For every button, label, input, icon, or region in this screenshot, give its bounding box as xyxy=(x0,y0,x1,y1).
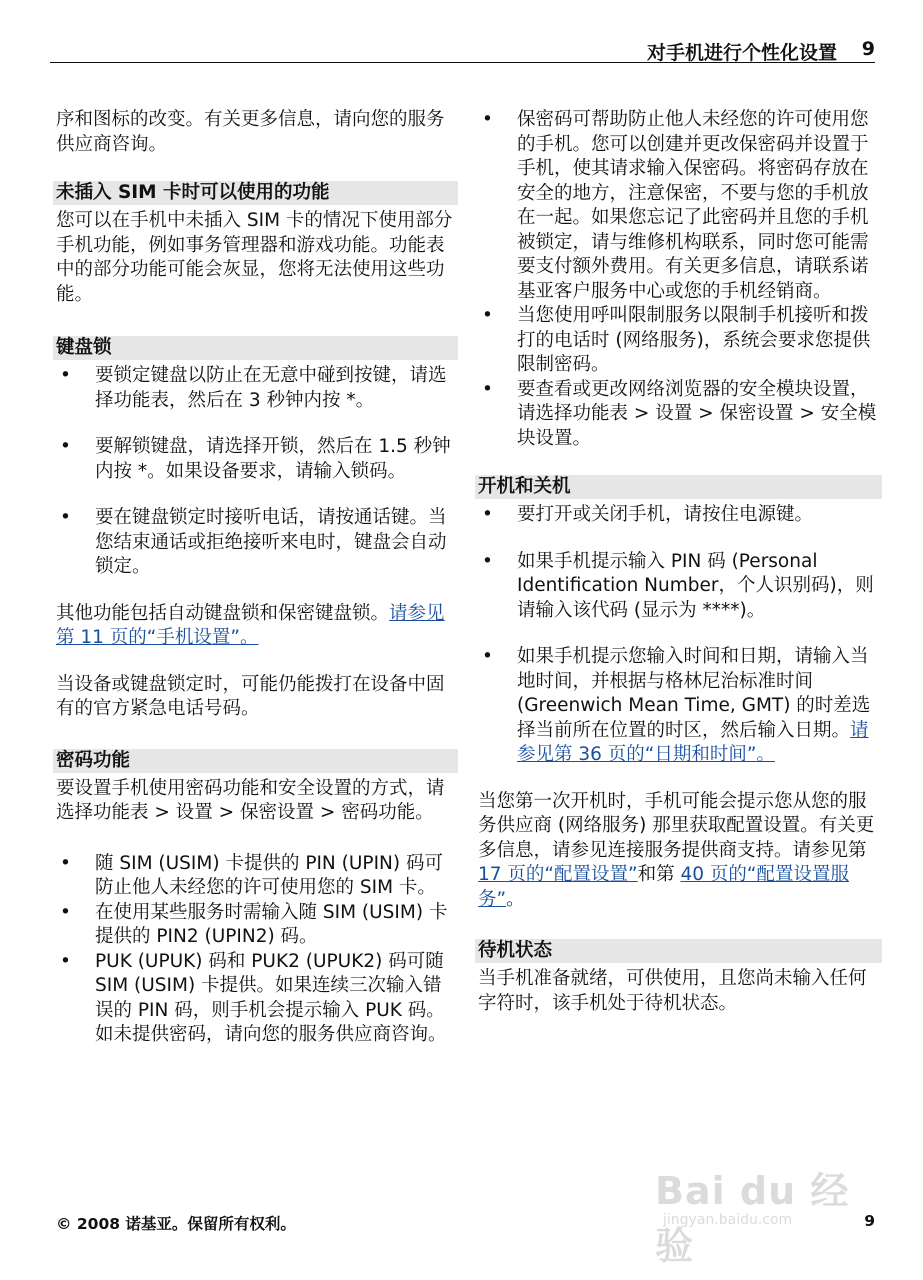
list-item: • 要打开或关闭手机，请按住电源键。 xyxy=(482,504,814,525)
list-item: • PUK (UPUK) 码和 PUK2 (UPUK2) 码可随 SIM (USIM) 卡提供。如果连续三次输入错误的 PIN 码，则手机会提示输入 PUK 码。如未提供密码，请向您的服务供应商咨询。 xyxy=(60,950,447,1045)
watermark-url: jingyan.baidu.com xyxy=(663,1212,793,1228)
section-title-keypad-lock: 键盘锁 xyxy=(53,336,458,360)
keypad-lock-note xyxy=(56,602,458,651)
first-power-on-text: 当您第一次开机时，手机可能会提示您从您的服务供应商 (网络服务) 那里获取配置设置。有关更多信息，请参见连接服务提供商支持。请参见第 xyxy=(478,790,875,861)
list-item: • 在使用某些服务时需输入随 SIM (USIM) 卡提供的 PIN2 (UPIN2) 码。 xyxy=(60,901,448,947)
list-item: • 如果手机提示输入 PIN 码 (Personal Identification Number，个人识别码)，则请输入该代码 (显示为 ****)。 xyxy=(482,550,874,621)
list-item: • 保密码可帮助防止他人未经您的许可使用您的手机。您可以创建并更改保密码并设置于手机，使其请求输入保密码。将密码存放在安全的地方，注意保密，不要与您的手机放在一起。如果您忘记了此密码并且您的手机被锁定，请与维修机构联系，同时您可能需要支付额外费用。有关更多信息，请联系诺基亚客户服务中心或您的手机经销商。 xyxy=(482,109,869,302)
first-power-on-note xyxy=(478,790,882,913)
link-config-service[interactable]: 40 页的“配置设置服务” xyxy=(478,864,849,910)
left-column xyxy=(56,108,458,1048)
list-item: • 要解锁键盘，请选择开锁，然后在 1.5 秒钟内按 *。如果设备要求，请输入锁码。 xyxy=(60,436,451,482)
watermark-logo: Bai du 经验 xyxy=(655,1169,850,1268)
section-body-no-sim: 您可以在手机中未插入 SIM 卡的情况下使用部分手机功能，例如事务管理器和游戏功能。功能表中的部分功能可能会灰显，您将无法使用这些功能。 xyxy=(56,210,453,305)
list-item-text: 保密码可帮助防止他人未经您的许可使用您的手机。您可以创建并更改保密码并设置于手机，使其请求输入保密码。将密码存放在安全的地方，注意保密，不要与您的手机放在一起。如果您忘记了此密码并且您的手机被锁定，请与维修机构联系，同时您可能需要支付额外费用。有关更多信息，请联系诺基亚客户服务中心或您的手机经销商。 xyxy=(517,109,869,302)
header-page-number: 9 xyxy=(861,38,875,60)
list-item-text: 要在键盘锁定时接听电话，请按通话键。当您结束通话或拒绝接听来电时，键盘会自动锁定。 xyxy=(95,507,447,577)
first-power-on-end: 。 xyxy=(506,888,525,910)
list-item-text: PUK (UPUK) 码和 PUK2 (UPUK2) 码可随 SIM (USIM) 卡提供。如果连续三次输入错误的 PIN 码，则手机会提示输入 PUK 码。如未提供密码，请向您的服务供应商咨询。 xyxy=(95,950,447,1045)
link-date-time[interactable]: 请参见第 36 页的“日期和时间”。 xyxy=(517,719,869,765)
list-item-text: 要查看或更改网络浏览器的安全模块设置，请选择功能表 > 设置 > 保密设置 > 安全模块设置。 xyxy=(517,378,877,449)
first-power-on-mid: 和第 xyxy=(637,864,681,885)
list-item: • 要查看或更改网络浏览器的安全模块设置，请选择功能表 > 设置 > 保密设置 > 安全模块设置。 xyxy=(482,378,877,449)
list-item-text: 要打开或关闭手机，请按住电源键。 xyxy=(517,504,814,525)
section-title-access-codes: 密码功能 xyxy=(53,749,458,773)
section-body-standby: 当手机准备就绪，可供使用，且您尚未输入任何字符时，该手机处于待机状态。 xyxy=(478,968,867,1014)
section-title-standby: 待机状态 xyxy=(475,939,882,963)
list-item-text: 当您使用呼叫限制服务以限制手机接听和拨打的电话时 (网络服务)，系统会要求您提供限制密码。 xyxy=(517,305,871,375)
footer-copyright: © 2008 诺基亚。保留所有权利。 xyxy=(56,1215,296,1233)
list-item-text: 在使用某些服务时需输入随 SIM (USIM) 卡提供的 PIN2 (UPIN2) 码。 xyxy=(95,901,448,947)
list-item-text: 如果手机提示输入 PIN 码 (Personal Identification Number，个人识别码)，则请输入该代码 (显示为 ****)。 xyxy=(517,550,874,621)
page-header xyxy=(50,34,875,63)
footer-page-number: 9 xyxy=(864,1212,875,1230)
link-config-settings[interactable]: 17 页的“配置设置” xyxy=(478,864,638,885)
list-item: • 当您使用呼叫限制服务以限制手机接听和拨打的电话时 (网络服务)，系统会要求您提供限制密码。 xyxy=(482,305,871,375)
header-title: 对手机进行个性化设置 xyxy=(646,42,837,64)
list-item-text: 随 SIM (USIM) 卡提供的 PIN (UPIN) 码可防止他人未经您的许可使用您的 SIM 卡。 xyxy=(95,852,443,898)
right-column xyxy=(478,108,882,1016)
section-title-no-sim: 未插入 SIM 卡时可以使用的功能 xyxy=(53,181,458,205)
list-item-text: 要解锁键盘，请选择开锁，然后在 1.5 秒钟内按 *。如果设备要求，请输入锁码。 xyxy=(95,436,451,482)
list-item-text: 要锁定键盘以防止在无意中碰到按键，请选择功能表，然后在 3 秒钟内按 *。 xyxy=(95,365,447,411)
list-item: • 随 SIM (USIM) 卡提供的 PIN (UPIN) 码可防止他人未经您的许可使用您的 SIM 卡。 xyxy=(60,852,443,898)
list-item-text: 如果手机提示您输入时间和日期，请输入当地时间，并根据与格林尼治标准时间 (Greenwich Mean Time, GMT) 的时差选择当前所在位置的时区，然后输入日期。 xyxy=(517,646,871,741)
keypad-lock-note-text: 其他功能包括自动键盘锁和保密键盘锁。 xyxy=(56,602,390,624)
intro-paragraph: 序和图标的改变。有关更多信息，请向您的服务供应商咨询。 xyxy=(56,109,445,155)
link-phone-settings[interactable]: 请参见第 11 页的“手机设置”。 xyxy=(56,602,445,648)
section-title-power: 开机和关机 xyxy=(475,475,882,499)
watermark xyxy=(655,1160,865,1268)
section-body-access-codes: 要设置手机使用密码功能和安全设置的方式，请选择功能表 > 设置 > 保密设置 > 密码功能。 xyxy=(56,777,445,823)
emergency-note: 当设备或键盘锁定时，可能仍能拨打在设备中固有的官方紧急电话号码。 xyxy=(56,673,445,719)
list-item: • 如果手机提示您输入时间和日期，请输入当地时间，并根据与格林尼治标准时间 (Greenwich Mean Time, GMT) 的时差选择当前所在位置的时区，然后输入日期。请参见第 36 页的“日期和时间”。 xyxy=(482,646,871,765)
list-item: • 要在键盘锁定时接听电话，请按通话键。当您结束通话或拒绝接听来电时，键盘会自动锁定。 xyxy=(60,507,447,577)
list-item: • 要锁定键盘以防止在无意中碰到按键，请选择功能表，然后在 3 秒钟内按 *。 xyxy=(60,365,447,411)
